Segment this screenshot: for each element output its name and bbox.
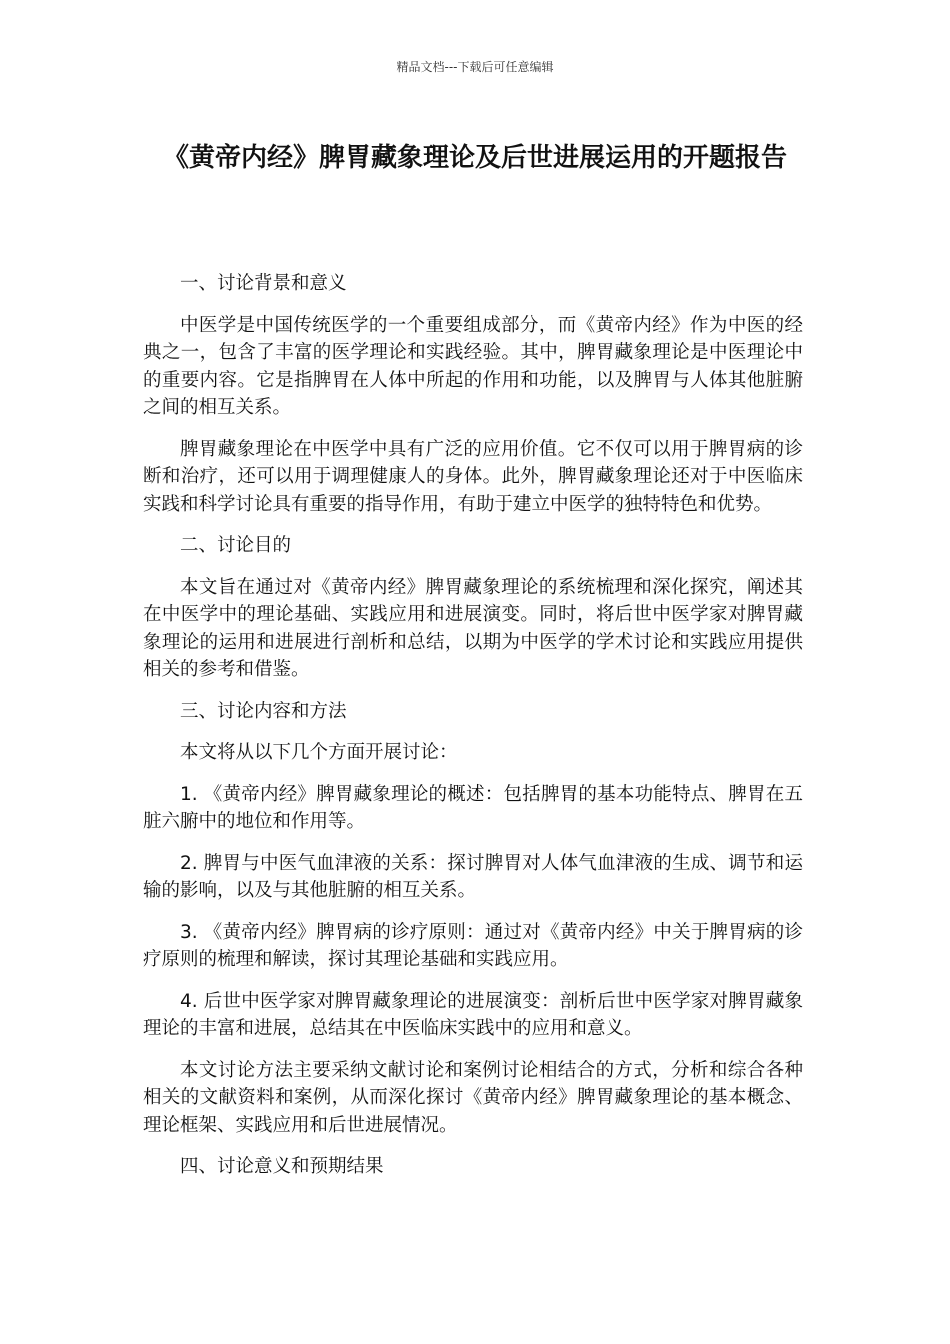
paragraph: 本文讨论方法主要采纳文献讨论和案例讨论相结合的方式，分析和综合各种相关的文献资料和案例，从而深化探讨《黄帝内经》脾胃藏象理论的基本概念、理论框架、实践应用和后世进展情况。 bbox=[143, 1059, 803, 1136]
section-heading-background: 一、讨论背景和意义 bbox=[180, 273, 347, 294]
section-heading-purpose: 二、讨论目的 bbox=[180, 535, 292, 556]
list-item: 3. 《黄帝内经》脾胃病的诊疗原则：通过对《黄帝内经》中关于脾胃病的诊疗原则的梳理和解读，探讨其理论基础和实践应用。 bbox=[143, 921, 803, 970]
paragraph: 中医学是中国传统医学的一个重要组成部分，而《黄帝内经》作为中医的经典之一，包含了丰富的医学理论和实践经验。其中，脾胃藏象理论是中医理论中的重要内容。它是指脾胃在人体中所起的作用和功能，以及脾胃与人体其他脏腑之间的相互关系。 bbox=[143, 314, 803, 418]
section-heading-content-method: 三、讨论内容和方法 bbox=[180, 700, 347, 722]
paragraph: 脾胃藏象理论在中医学中具有广泛的应用价值。它不仅可以用于脾胃病的诊断和治疗，还可以用于调理健康人的身体。此外，脾胃藏象理论还对于中医临床实践和科学讨论具有重要的指导作用，有助于建立中医学的独特特色和优势。 bbox=[143, 438, 803, 515]
page-header-note: 精品文档---下载后可任意编辑 bbox=[396, 60, 554, 74]
document-body bbox=[143, 270, 803, 1195]
list-item: 2. 脾胃与中医气血津液的关系：探讨脾胃对人体气血津液的生成、调节和运输的影响，以及与其他脏腑的相互关系。 bbox=[143, 852, 803, 901]
paragraph: 本文旨在通过对《黄帝内经》脾胃藏象理论的系统梳理和深化探究，阐述其在中医学中的理论基础、实践应用和进展演变。同时，将后世中医学家对脾胃藏象理论的运用和进展进行剖析和总结，以期为中医学的学术讨论和实践应用提供相关的参考和借鉴。 bbox=[143, 576, 803, 680]
list-item: 1. 《黄帝内经》脾胃藏象理论的概述：包括脾胃的基本功能特点、脾胃在五脏六腑中的地位和作用等。 bbox=[143, 783, 803, 832]
section-heading-significance: 四、讨论意义和预期结果 bbox=[180, 1156, 384, 1177]
paragraph: 本文将从以下几个方面开展讨论： bbox=[180, 742, 458, 763]
document-title: 《黄帝内经》脾胃藏象理论及后世进展运用的开题报告 bbox=[162, 143, 787, 173]
list-item: 4. 后世中医学家对脾胃藏象理论的进展演变：剖析后世中医学家对脾胃藏象理论的丰富和进展，总结其在中医临床实践中的应用和意义。 bbox=[143, 990, 803, 1039]
